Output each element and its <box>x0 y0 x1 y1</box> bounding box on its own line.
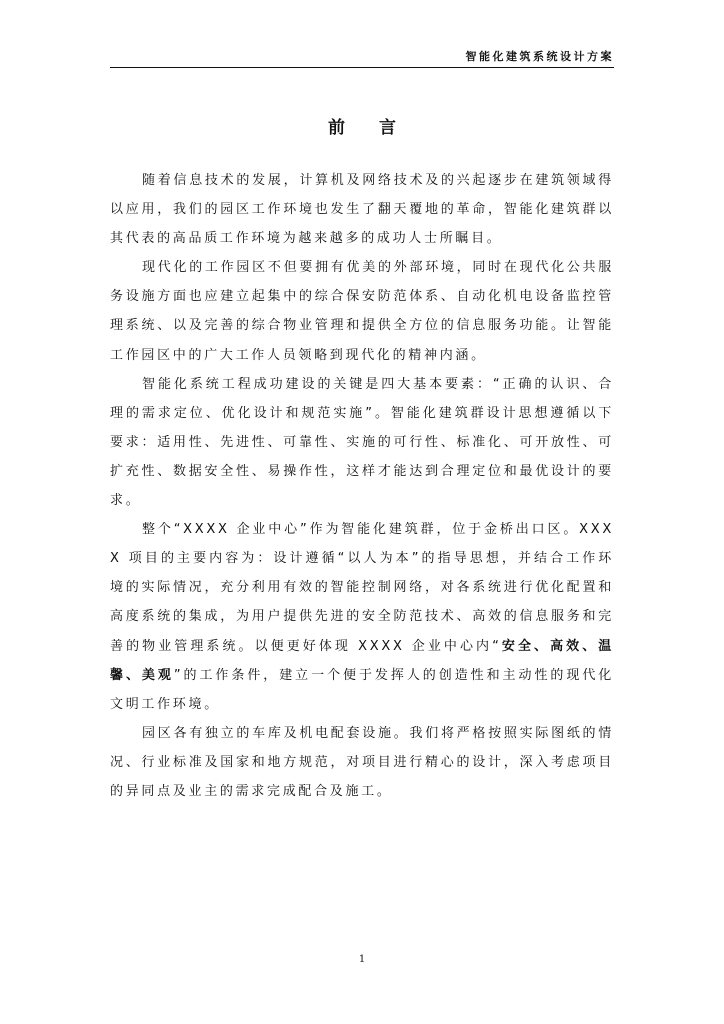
paragraph-modern-park: 现代化的工作园区不但要拥有优美的外部环境，同时在现代化公共服务设施方面也应建立起集中的综合保安防范体系、自动化机电设备监控管理系统、以及完善的综合物业管理和提供全方位的信息服务功能。让智能工作园区中的广大工作人员领略到现代化的精神内涵。 <box>110 260 614 363</box>
page-title: 前 言 <box>328 118 410 138</box>
paragraph-intro: 随着信息技术的发展，计算机及网络技术及的兴起逐步在建筑领域得以应用，我们的园区工作环境也发生了翻天覆地的革命，智能化建筑群以其代表的高品质工作环境为越来越多的成功人士所瞩目。 <box>110 173 614 247</box>
emphasis-keywords: 安全、高效、温馨、美观 <box>110 638 614 683</box>
running-header: 智能化建筑系统设计方案 <box>465 50 614 63</box>
body-text <box>110 166 614 806</box>
paragraph-project-text-end: ”的工作条件，建立一个便于发挥人的创造性和主动性的现代化文明工作环境。 <box>110 667 614 712</box>
page-number: 1 <box>358 954 366 965</box>
header-divider <box>110 67 614 68</box>
paragraph-project-overview <box>110 515 614 719</box>
paragraph-key-elements: 智能化系统工程成功建设的关键是四大基本要素：“正确的认识、合理的需求定位、优化设计和规范实施”。智能化建筑群设计思想遵循以下要求：适用性、先进性、可靠性、实施的可行性、标准化、可开放性、可扩充性、数据安全性、易操作性，这样才能达到合理定位和最优设计的要求。 <box>110 376 614 509</box>
paragraph-project-text-start: 整个“XXXX 企业中心”作为智能化建筑群，位于金桥出口区。XXXX 项目的主要内容为：设计遵循“以人为本”的指导思想，并结合工作环境的实际情况，充分利用有效的智能控制网络，对各系统进行优化配置和高度系统的集成，为用户提供先进的安全防范技术、高效的信息服务和完善的物业管理系统。以便更好体现 XXXX 企业中心内“ <box>110 522 614 654</box>
paragraph-facilities: 园区各有独立的车库及机电配套设施。我们将严格按照实际图纸的情况、行业标准及国家和地方规范，对项目进行精心的设计，深入考虑项目的异同点及业主的需求完成配合及施工。 <box>110 725 614 799</box>
